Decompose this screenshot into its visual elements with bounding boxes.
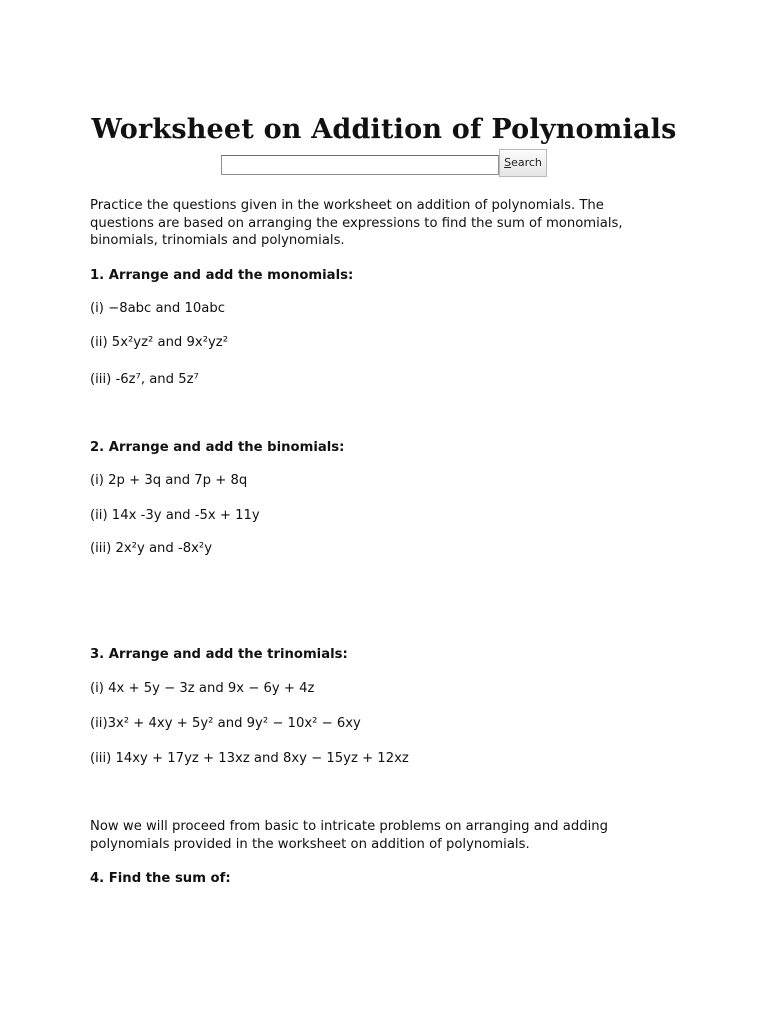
question-item: (ii) 14x -3y and -5x + 11y bbox=[90, 508, 260, 523]
question-item: (ii) 5x²yz² and 9x²yz² bbox=[90, 335, 228, 350]
question-item: (iii) 2x²y and -8x²y bbox=[90, 541, 212, 556]
search-button[interactable] bbox=[499, 149, 547, 177]
section-heading-binomials: 2. Arrange and add the binomials: bbox=[90, 440, 345, 455]
question-item: (iii) 14xy + 17yz + 13xz and 8xy − 15yz + 12xz bbox=[90, 751, 409, 766]
question-item: (ii)3x² + 4xy + 5y² and 9y² − 10x² − 6xy bbox=[90, 716, 361, 731]
section-heading-monomials: 1. Arrange and add the monomials: bbox=[90, 268, 354, 283]
section-heading-trinomials: 3. Arrange and add the trinomials: bbox=[90, 647, 348, 662]
section-heading-find-sum: 4. Find the sum of: bbox=[90, 871, 231, 886]
page-title: Worksheet on Addition of Polynomials bbox=[91, 114, 677, 146]
question-item: (iii) -6z⁷, and 5z⁷ bbox=[90, 372, 199, 387]
intro-paragraph bbox=[90, 197, 690, 250]
intro-line: binomials, trinomials and polynomials. bbox=[90, 233, 345, 248]
question-item: (i) 4x + 5y − 3z and 9x − 6y + 4z bbox=[90, 681, 315, 696]
search-button-label: earch bbox=[511, 156, 542, 169]
search-bar bbox=[221, 149, 551, 179]
question-item: (i) 2p + 3q and 7p + 8q bbox=[90, 473, 248, 488]
intro-line: questions are based on arranging the expressions to find the sum of monomials, bbox=[90, 215, 623, 231]
search-input[interactable] bbox=[221, 155, 499, 175]
question-item: (i) −8abc and 10abc bbox=[90, 301, 225, 316]
intro-line: Practice the questions given in the worksheet on addition of polynomials. The bbox=[90, 198, 604, 213]
search-button-accelerator: S bbox=[504, 156, 512, 169]
outro-line: Now we will proceed from basic to intricate problems on arranging and adding bbox=[90, 819, 608, 834]
outro-paragraph bbox=[90, 818, 608, 853]
outro-line: polynomials provided in the worksheet on addition of polynomials. bbox=[90, 836, 530, 852]
